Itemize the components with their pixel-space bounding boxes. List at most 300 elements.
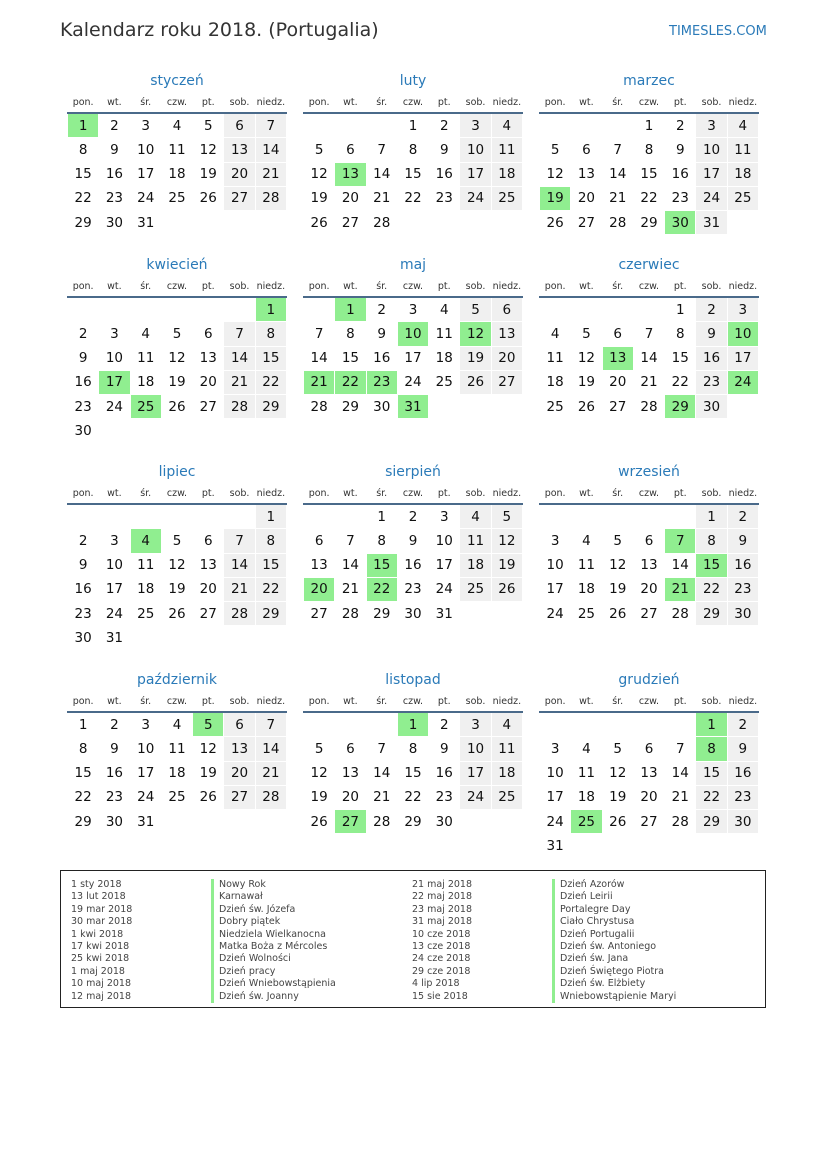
day-cell[interactable]: 26 xyxy=(304,211,335,235)
day-cell[interactable]: 29 xyxy=(665,395,696,419)
day-cell[interactable]: 23 xyxy=(727,785,758,809)
day-cell[interactable]: 7 xyxy=(366,737,397,761)
day-cell[interactable]: 14 xyxy=(255,138,286,162)
day-cell[interactable]: 13 xyxy=(633,761,664,785)
day-cell[interactable]: 23 xyxy=(665,186,696,210)
day-cell[interactable]: 1 xyxy=(335,297,366,322)
day-cell[interactable]: 31 xyxy=(130,211,161,235)
day-cell[interactable]: 10 xyxy=(130,737,161,761)
day-cell[interactable]: 11 xyxy=(491,737,522,761)
day-cell[interactable]: 26 xyxy=(571,395,602,419)
day-cell[interactable]: 18 xyxy=(540,370,571,394)
day-cell[interactable]: 14 xyxy=(255,737,286,761)
day-cell[interactable]: 19 xyxy=(304,186,335,210)
day-cell[interactable]: 2 xyxy=(727,712,758,737)
day-cell[interactable]: 28 xyxy=(633,395,664,419)
day-cell[interactable]: 6 xyxy=(224,113,255,138)
day-cell[interactable]: 23 xyxy=(99,785,130,809)
day-cell[interactable]: 30 xyxy=(397,602,428,626)
day-cell[interactable]: 2 xyxy=(99,712,130,737)
day-cell[interactable]: 8 xyxy=(696,529,727,553)
day-cell[interactable]: 1 xyxy=(68,712,99,737)
day-cell[interactable]: 5 xyxy=(540,138,571,162)
day-cell[interactable]: 12 xyxy=(304,761,335,785)
day-cell[interactable]: 13 xyxy=(335,761,366,785)
day-cell[interactable]: 30 xyxy=(727,602,758,626)
day-cell[interactable]: 28 xyxy=(304,395,335,419)
day-cell[interactable]: 21 xyxy=(224,577,255,601)
day-cell[interactable]: 20 xyxy=(633,577,664,601)
day-cell[interactable]: 13 xyxy=(602,346,633,370)
day-cell[interactable]: 16 xyxy=(429,761,460,785)
day-cell[interactable]: 11 xyxy=(540,346,571,370)
day-cell[interactable]: 10 xyxy=(540,761,571,785)
day-cell[interactable]: 18 xyxy=(429,346,460,370)
day-cell[interactable]: 3 xyxy=(540,529,571,553)
day-cell[interactable]: 29 xyxy=(255,602,286,626)
day-cell[interactable]: 12 xyxy=(304,162,335,186)
day-cell[interactable]: 10 xyxy=(99,346,130,370)
day-cell[interactable]: 22 xyxy=(397,785,428,809)
day-cell[interactable]: 15 xyxy=(696,761,727,785)
day-cell[interactable]: 11 xyxy=(161,138,192,162)
day-cell[interactable]: 23 xyxy=(366,370,397,394)
day-cell[interactable]: 22 xyxy=(397,186,428,210)
day-cell[interactable]: 15 xyxy=(696,553,727,577)
day-cell[interactable]: 14 xyxy=(665,761,696,785)
day-cell[interactable]: 11 xyxy=(460,529,491,553)
day-cell[interactable]: 11 xyxy=(491,138,522,162)
day-cell[interactable]: 18 xyxy=(161,162,192,186)
day-cell[interactable]: 7 xyxy=(224,322,255,346)
day-cell[interactable]: 11 xyxy=(429,322,460,346)
day-cell[interactable]: 3 xyxy=(99,322,130,346)
day-cell[interactable]: 2 xyxy=(429,712,460,737)
day-cell[interactable]: 6 xyxy=(571,138,602,162)
day-cell[interactable]: 2 xyxy=(68,529,99,553)
day-cell[interactable]: 19 xyxy=(602,577,633,601)
day-cell[interactable]: 25 xyxy=(571,810,602,834)
day-cell[interactable]: 15 xyxy=(397,162,428,186)
day-cell[interactable]: 9 xyxy=(99,138,130,162)
day-cell[interactable]: 27 xyxy=(633,810,664,834)
day-cell[interactable]: 15 xyxy=(335,346,366,370)
day-cell[interactable]: 29 xyxy=(696,602,727,626)
day-cell[interactable]: 23 xyxy=(727,577,758,601)
day-cell[interactable]: 10 xyxy=(696,138,727,162)
day-cell[interactable]: 17 xyxy=(540,577,571,601)
day-cell[interactable]: 22 xyxy=(633,186,664,210)
day-cell[interactable]: 31 xyxy=(540,834,571,858)
day-cell[interactable]: 23 xyxy=(68,602,99,626)
day-cell[interactable]: 29 xyxy=(255,395,286,419)
day-cell[interactable]: 6 xyxy=(224,712,255,737)
day-cell[interactable]: 24 xyxy=(429,577,460,601)
day-cell[interactable]: 4 xyxy=(161,712,192,737)
day-cell[interactable]: 11 xyxy=(130,553,161,577)
day-cell[interactable]: 21 xyxy=(255,162,286,186)
day-cell[interactable]: 6 xyxy=(633,737,664,761)
day-cell[interactable]: 27 xyxy=(193,395,224,419)
day-cell[interactable]: 13 xyxy=(224,138,255,162)
day-cell[interactable]: 23 xyxy=(429,186,460,210)
day-cell[interactable]: 22 xyxy=(68,186,99,210)
day-cell[interactable]: 9 xyxy=(727,737,758,761)
day-cell[interactable]: 27 xyxy=(224,785,255,809)
day-cell[interactable]: 15 xyxy=(255,553,286,577)
day-cell[interactable]: 9 xyxy=(366,322,397,346)
day-cell[interactable]: 16 xyxy=(696,346,727,370)
day-cell[interactable]: 21 xyxy=(602,186,633,210)
day-cell[interactable]: 16 xyxy=(397,553,428,577)
day-cell[interactable]: 5 xyxy=(161,529,192,553)
day-cell[interactable]: 25 xyxy=(161,186,192,210)
day-cell[interactable]: 22 xyxy=(255,370,286,394)
day-cell[interactable]: 6 xyxy=(602,322,633,346)
day-cell[interactable]: 17 xyxy=(429,553,460,577)
day-cell[interactable]: 17 xyxy=(130,162,161,186)
day-cell[interactable]: 25 xyxy=(460,577,491,601)
day-cell[interactable]: 29 xyxy=(696,810,727,834)
day-cell[interactable]: 1 xyxy=(665,297,696,322)
day-cell[interactable]: 28 xyxy=(665,602,696,626)
day-cell[interactable]: 2 xyxy=(366,297,397,322)
day-cell[interactable]: 28 xyxy=(224,395,255,419)
day-cell[interactable]: 2 xyxy=(397,504,428,529)
day-cell[interactable]: 24 xyxy=(460,186,491,210)
day-cell[interactable]: 15 xyxy=(366,553,397,577)
day-cell[interactable]: 18 xyxy=(460,553,491,577)
day-cell[interactable]: 24 xyxy=(727,370,758,394)
day-cell[interactable]: 24 xyxy=(130,186,161,210)
day-cell[interactable]: 30 xyxy=(665,211,696,235)
day-cell[interactable]: 18 xyxy=(130,577,161,601)
day-cell[interactable]: 22 xyxy=(665,370,696,394)
day-cell[interactable]: 2 xyxy=(429,113,460,138)
day-cell[interactable]: 26 xyxy=(161,602,192,626)
day-cell[interactable]: 6 xyxy=(304,529,335,553)
day-cell[interactable]: 27 xyxy=(193,602,224,626)
day-cell[interactable]: 8 xyxy=(366,529,397,553)
day-cell[interactable]: 14 xyxy=(366,162,397,186)
day-cell[interactable]: 16 xyxy=(429,162,460,186)
day-cell[interactable]: 17 xyxy=(99,577,130,601)
day-cell[interactable]: 19 xyxy=(304,785,335,809)
day-cell[interactable]: 20 xyxy=(224,761,255,785)
day-cell[interactable]: 18 xyxy=(161,761,192,785)
day-cell[interactable]: 10 xyxy=(727,322,758,346)
day-cell[interactable]: 30 xyxy=(727,810,758,834)
day-cell[interactable]: 3 xyxy=(727,297,758,322)
day-cell[interactable]: 6 xyxy=(491,297,522,322)
day-cell[interactable]: 12 xyxy=(571,346,602,370)
day-cell[interactable]: 26 xyxy=(193,785,224,809)
day-cell[interactable]: 10 xyxy=(130,138,161,162)
day-cell[interactable]: 24 xyxy=(696,186,727,210)
day-cell[interactable]: 6 xyxy=(633,529,664,553)
day-cell[interactable]: 13 xyxy=(491,322,522,346)
day-cell[interactable]: 26 xyxy=(304,810,335,834)
day-cell[interactable]: 10 xyxy=(540,553,571,577)
day-cell[interactable]: 8 xyxy=(68,737,99,761)
day-cell[interactable]: 21 xyxy=(366,186,397,210)
day-cell[interactable]: 20 xyxy=(193,370,224,394)
day-cell[interactable]: 30 xyxy=(99,211,130,235)
day-cell[interactable]: 15 xyxy=(397,761,428,785)
day-cell[interactable]: 27 xyxy=(602,395,633,419)
day-cell[interactable]: 4 xyxy=(161,113,192,138)
day-cell[interactable]: 1 xyxy=(696,504,727,529)
day-cell[interactable]: 8 xyxy=(255,322,286,346)
brand-link[interactable]: TIMESLES.COM xyxy=(669,24,767,39)
day-cell[interactable]: 3 xyxy=(99,529,130,553)
day-cell[interactable]: 15 xyxy=(68,761,99,785)
day-cell[interactable]: 2 xyxy=(68,322,99,346)
day-cell[interactable]: 26 xyxy=(193,186,224,210)
day-cell[interactable]: 5 xyxy=(304,737,335,761)
day-cell[interactable]: 1 xyxy=(366,504,397,529)
day-cell[interactable]: 4 xyxy=(727,113,758,138)
day-cell[interactable]: 19 xyxy=(540,186,571,210)
day-cell[interactable]: 20 xyxy=(633,785,664,809)
day-cell[interactable]: 27 xyxy=(633,602,664,626)
day-cell[interactable]: 21 xyxy=(224,370,255,394)
day-cell[interactable]: 22 xyxy=(366,577,397,601)
day-cell[interactable]: 5 xyxy=(460,297,491,322)
day-cell[interactable]: 5 xyxy=(602,737,633,761)
day-cell[interactable]: 2 xyxy=(99,113,130,138)
day-cell[interactable]: 27 xyxy=(335,810,366,834)
day-cell[interactable]: 17 xyxy=(460,162,491,186)
day-cell[interactable]: 2 xyxy=(665,113,696,138)
day-cell[interactable]: 20 xyxy=(571,186,602,210)
day-cell[interactable]: 15 xyxy=(665,346,696,370)
day-cell[interactable]: 14 xyxy=(304,346,335,370)
day-cell[interactable]: 6 xyxy=(193,529,224,553)
day-cell[interactable]: 4 xyxy=(571,737,602,761)
day-cell[interactable]: 9 xyxy=(727,529,758,553)
day-cell[interactable]: 4 xyxy=(130,529,161,553)
day-cell[interactable]: 8 xyxy=(665,322,696,346)
day-cell[interactable]: 13 xyxy=(193,553,224,577)
day-cell[interactable]: 30 xyxy=(68,419,99,443)
day-cell[interactable]: 12 xyxy=(161,346,192,370)
day-cell[interactable]: 28 xyxy=(665,810,696,834)
day-cell[interactable]: 29 xyxy=(633,211,664,235)
day-cell[interactable]: 4 xyxy=(571,529,602,553)
day-cell[interactable]: 27 xyxy=(571,211,602,235)
day-cell[interactable]: 23 xyxy=(99,186,130,210)
day-cell[interactable]: 19 xyxy=(193,761,224,785)
day-cell[interactable]: 17 xyxy=(540,785,571,809)
day-cell[interactable]: 10 xyxy=(397,322,428,346)
day-cell[interactable]: 3 xyxy=(540,737,571,761)
day-cell[interactable]: 28 xyxy=(224,602,255,626)
day-cell[interactable]: 22 xyxy=(255,577,286,601)
day-cell[interactable]: 17 xyxy=(130,761,161,785)
day-cell[interactable]: 28 xyxy=(255,186,286,210)
day-cell[interactable]: 20 xyxy=(602,370,633,394)
day-cell[interactable]: 11 xyxy=(727,138,758,162)
day-cell[interactable]: 3 xyxy=(460,113,491,138)
day-cell[interactable]: 16 xyxy=(68,370,99,394)
day-cell[interactable]: 1 xyxy=(255,504,286,529)
day-cell[interactable]: 26 xyxy=(602,810,633,834)
day-cell[interactable]: 9 xyxy=(429,737,460,761)
day-cell[interactable]: 8 xyxy=(335,322,366,346)
day-cell[interactable]: 29 xyxy=(366,602,397,626)
day-cell[interactable]: 30 xyxy=(366,395,397,419)
day-cell[interactable]: 29 xyxy=(68,211,99,235)
day-cell[interactable]: 1 xyxy=(68,113,99,138)
day-cell[interactable]: 29 xyxy=(68,810,99,834)
day-cell[interactable]: 13 xyxy=(571,162,602,186)
day-cell[interactable]: 26 xyxy=(460,370,491,394)
day-cell[interactable]: 17 xyxy=(397,346,428,370)
day-cell[interactable]: 12 xyxy=(193,138,224,162)
day-cell[interactable]: 4 xyxy=(540,322,571,346)
day-cell[interactable]: 20 xyxy=(335,186,366,210)
day-cell[interactable]: 14 xyxy=(602,162,633,186)
day-cell[interactable]: 6 xyxy=(335,737,366,761)
day-cell[interactable]: 31 xyxy=(130,810,161,834)
day-cell[interactable]: 10 xyxy=(99,553,130,577)
day-cell[interactable]: 29 xyxy=(397,810,428,834)
day-cell[interactable]: 31 xyxy=(696,211,727,235)
day-cell[interactable]: 21 xyxy=(366,785,397,809)
day-cell[interactable]: 3 xyxy=(397,297,428,322)
day-cell[interactable]: 14 xyxy=(224,553,255,577)
day-cell[interactable]: 7 xyxy=(255,113,286,138)
day-cell[interactable]: 9 xyxy=(429,138,460,162)
day-cell[interactable]: 13 xyxy=(193,346,224,370)
day-cell[interactable]: 25 xyxy=(727,186,758,210)
day-cell[interactable]: 22 xyxy=(696,577,727,601)
day-cell[interactable]: 23 xyxy=(696,370,727,394)
day-cell[interactable]: 3 xyxy=(696,113,727,138)
day-cell[interactable]: 20 xyxy=(193,577,224,601)
day-cell[interactable]: 17 xyxy=(460,761,491,785)
day-cell[interactable]: 11 xyxy=(161,737,192,761)
day-cell[interactable]: 14 xyxy=(665,553,696,577)
day-cell[interactable]: 1 xyxy=(397,113,428,138)
day-cell[interactable]: 21 xyxy=(304,370,335,394)
day-cell[interactable]: 18 xyxy=(727,162,758,186)
day-cell[interactable]: 25 xyxy=(161,785,192,809)
day-cell[interactable]: 2 xyxy=(727,504,758,529)
day-cell[interactable]: 28 xyxy=(602,211,633,235)
day-cell[interactable]: 30 xyxy=(99,810,130,834)
day-cell[interactable]: 7 xyxy=(366,138,397,162)
day-cell[interactable]: 3 xyxy=(460,712,491,737)
day-cell[interactable]: 24 xyxy=(99,602,130,626)
day-cell[interactable]: 22 xyxy=(68,785,99,809)
day-cell[interactable]: 26 xyxy=(540,211,571,235)
day-cell[interactable]: 16 xyxy=(99,761,130,785)
day-cell[interactable]: 16 xyxy=(99,162,130,186)
day-cell[interactable]: 13 xyxy=(304,553,335,577)
day-cell[interactable]: 7 xyxy=(665,529,696,553)
day-cell[interactable]: 24 xyxy=(460,785,491,809)
day-cell[interactable]: 27 xyxy=(335,211,366,235)
day-cell[interactable]: 20 xyxy=(335,785,366,809)
day-cell[interactable]: 13 xyxy=(335,162,366,186)
day-cell[interactable]: 21 xyxy=(633,370,664,394)
day-cell[interactable]: 9 xyxy=(68,346,99,370)
day-cell[interactable]: 26 xyxy=(602,602,633,626)
day-cell[interactable]: 27 xyxy=(224,186,255,210)
day-cell[interactable]: 18 xyxy=(571,785,602,809)
day-cell[interactable]: 7 xyxy=(255,712,286,737)
day-cell[interactable]: 23 xyxy=(68,395,99,419)
day-cell[interactable]: 16 xyxy=(366,346,397,370)
day-cell[interactable]: 7 xyxy=(224,529,255,553)
day-cell[interactable]: 3 xyxy=(429,504,460,529)
day-cell[interactable]: 5 xyxy=(602,529,633,553)
day-cell[interactable]: 7 xyxy=(304,322,335,346)
day-cell[interactable]: 12 xyxy=(193,737,224,761)
day-cell[interactable]: 12 xyxy=(161,553,192,577)
day-cell[interactable]: 12 xyxy=(602,761,633,785)
day-cell[interactable]: 14 xyxy=(633,346,664,370)
day-cell[interactable]: 2 xyxy=(696,297,727,322)
day-cell[interactable]: 1 xyxy=(397,712,428,737)
day-cell[interactable]: 15 xyxy=(633,162,664,186)
day-cell[interactable]: 12 xyxy=(491,529,522,553)
day-cell[interactable]: 28 xyxy=(255,785,286,809)
day-cell[interactable]: 12 xyxy=(540,162,571,186)
day-cell[interactable]: 25 xyxy=(130,395,161,419)
day-cell[interactable]: 31 xyxy=(99,626,130,650)
day-cell[interactable]: 21 xyxy=(665,785,696,809)
day-cell[interactable]: 19 xyxy=(193,162,224,186)
day-cell[interactable]: 26 xyxy=(161,395,192,419)
day-cell[interactable]: 9 xyxy=(696,322,727,346)
day-cell[interactable]: 4 xyxy=(491,712,522,737)
day-cell[interactable]: 20 xyxy=(304,577,335,601)
day-cell[interactable]: 8 xyxy=(397,737,428,761)
day-cell[interactable]: 18 xyxy=(130,370,161,394)
day-cell[interactable]: 10 xyxy=(460,138,491,162)
day-cell[interactable]: 4 xyxy=(491,113,522,138)
day-cell[interactable]: 4 xyxy=(130,322,161,346)
day-cell[interactable]: 14 xyxy=(335,553,366,577)
day-cell[interactable]: 18 xyxy=(491,162,522,186)
day-cell[interactable]: 21 xyxy=(665,577,696,601)
day-cell[interactable]: 11 xyxy=(571,761,602,785)
day-cell[interactable]: 19 xyxy=(161,370,192,394)
day-cell[interactable]: 9 xyxy=(99,737,130,761)
day-cell[interactable]: 31 xyxy=(429,602,460,626)
day-cell[interactable]: 25 xyxy=(491,186,522,210)
day-cell[interactable]: 24 xyxy=(130,785,161,809)
day-cell[interactable]: 25 xyxy=(491,785,522,809)
day-cell[interactable]: 4 xyxy=(429,297,460,322)
day-cell[interactable]: 25 xyxy=(130,602,161,626)
day-cell[interactable]: 12 xyxy=(602,553,633,577)
day-cell[interactable]: 18 xyxy=(571,577,602,601)
day-cell[interactable]: 19 xyxy=(161,577,192,601)
day-cell[interactable]: 4 xyxy=(460,504,491,529)
day-cell[interactable]: 30 xyxy=(429,810,460,834)
day-cell[interactable]: 1 xyxy=(255,297,286,322)
day-cell[interactable]: 5 xyxy=(491,504,522,529)
day-cell[interactable]: 5 xyxy=(193,113,224,138)
day-cell[interactable]: 9 xyxy=(665,138,696,162)
day-cell[interactable]: 16 xyxy=(665,162,696,186)
day-cell[interactable]: 29 xyxy=(335,395,366,419)
day-cell[interactable]: 5 xyxy=(304,138,335,162)
